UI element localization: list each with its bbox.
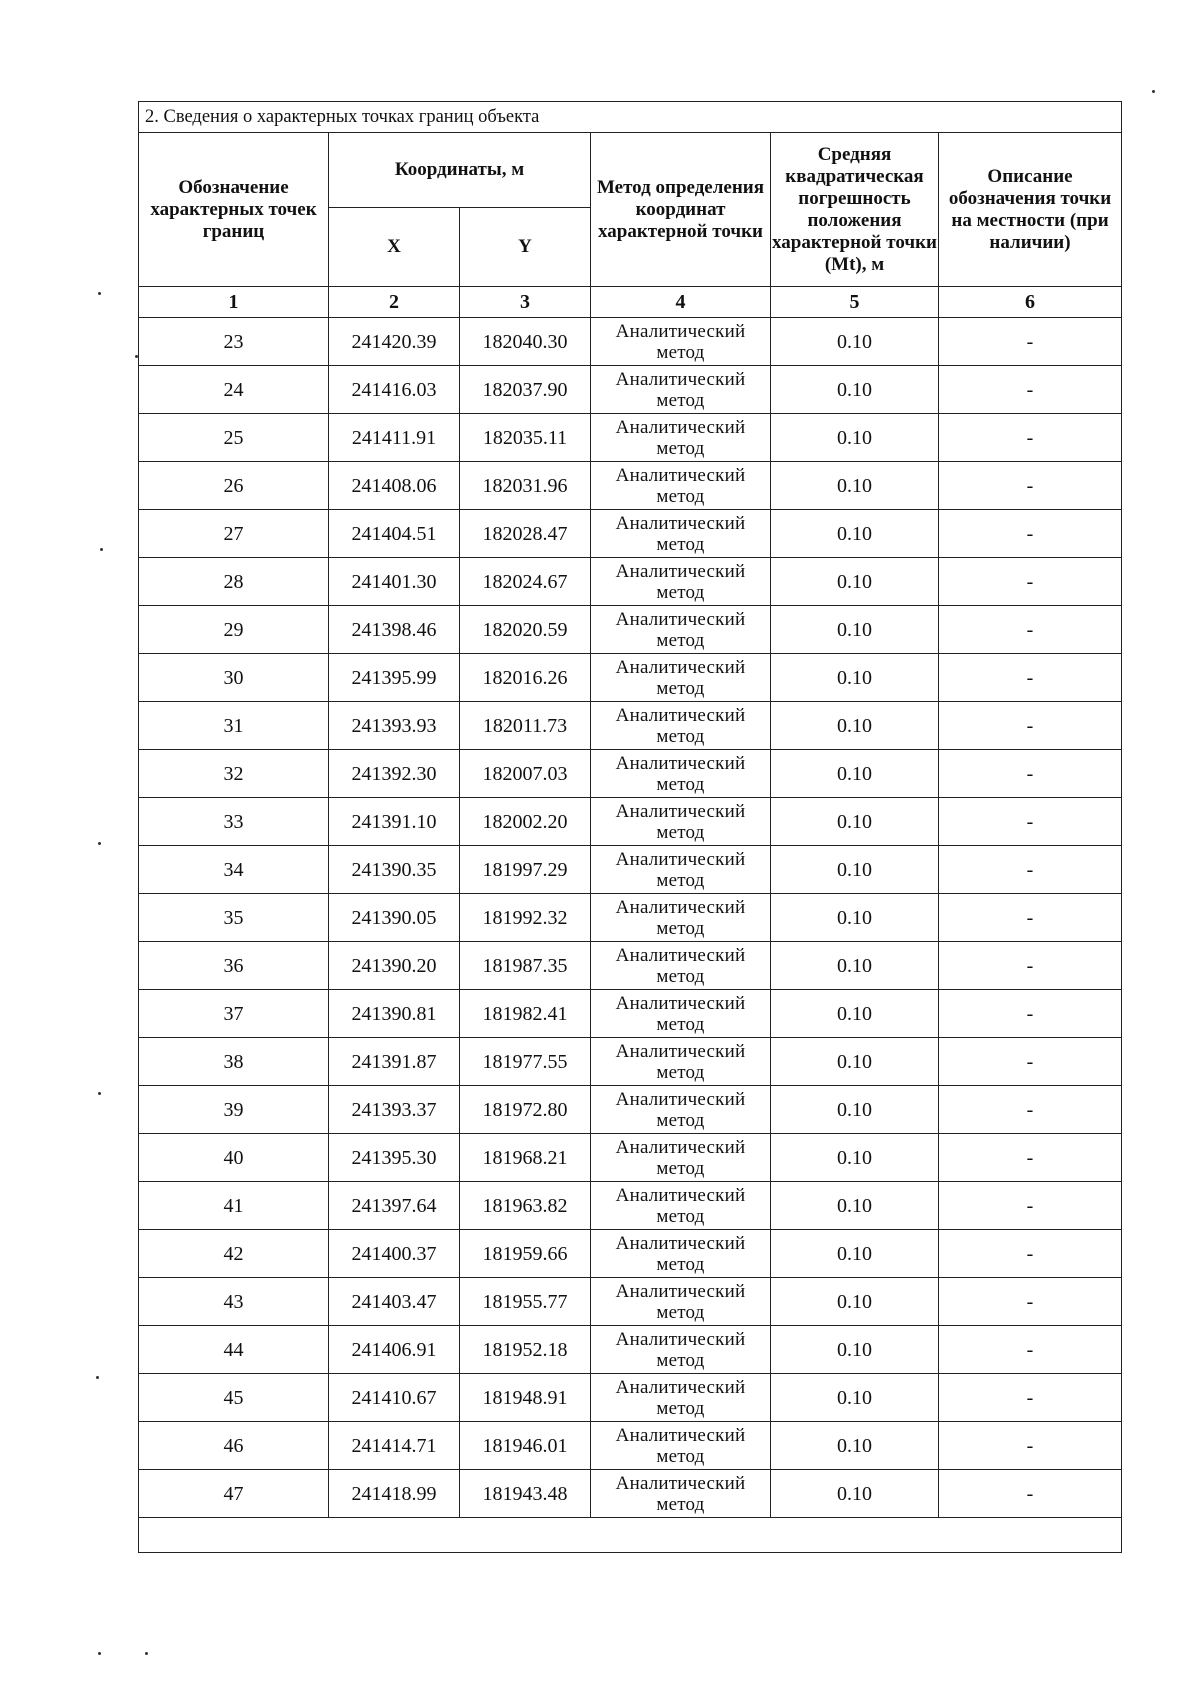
method-cell: Аналитический метод [591,990,771,1038]
method-cell: Аналитический метод [591,702,771,750]
y-coordinate-cell: 182037.90 [460,366,591,414]
x-coordinate-cell: 241391.10 [329,798,460,846]
table-row [139,654,1122,702]
method-cell: Аналитический метод [591,654,771,702]
method-cell: Аналитический метод [591,414,771,462]
x-coordinate-cell: 241410.67 [329,1374,460,1422]
description-cell: - [939,558,1122,606]
mean-error-cell: 0.10 [771,1038,939,1086]
description-cell: - [939,1422,1122,1470]
table-row [139,510,1122,558]
table-row [139,990,1122,1038]
method-cell: Аналитический метод [591,1038,771,1086]
point-number-cell: 39 [139,1086,329,1134]
description-cell: - [939,1374,1122,1422]
x-coordinate-cell: 241390.20 [329,942,460,990]
method-cell: Аналитический метод [591,750,771,798]
table-row [139,1326,1122,1374]
y-coordinate-cell: 181943.48 [460,1470,591,1518]
point-number-cell: 46 [139,1422,329,1470]
point-number-cell: 24 [139,366,329,414]
header-method: Метод определения координат характерной точки [591,133,771,287]
column-number: 5 [771,287,939,318]
x-coordinate-cell: 241397.64 [329,1182,460,1230]
column-numbers-row [139,287,1122,318]
point-number-cell: 30 [139,654,329,702]
x-coordinate-cell: 241418.99 [329,1470,460,1518]
mean-error-cell: 0.10 [771,1086,939,1134]
point-number-cell: 26 [139,462,329,510]
table-body [139,102,1122,1553]
point-number-cell: 32 [139,750,329,798]
empty-row [139,1518,1122,1553]
point-number-cell: 29 [139,606,329,654]
y-coordinate-cell: 181987.35 [460,942,591,990]
scan-speck [96,1376,99,1379]
column-number: 2 [329,287,460,318]
x-coordinate-cell: 241403.47 [329,1278,460,1326]
header-x: X [329,208,460,287]
mean-error-cell: 0.10 [771,1182,939,1230]
table-row [139,702,1122,750]
y-coordinate-cell: 182040.30 [460,318,591,366]
description-cell: - [939,1038,1122,1086]
method-cell: Аналитический метод [591,462,771,510]
column-number: 6 [939,287,1122,318]
table-row [139,1182,1122,1230]
description-cell: - [939,1470,1122,1518]
table-row [139,318,1122,366]
scan-speck [98,1652,101,1655]
scan-speck [98,1092,101,1095]
point-number-cell: 40 [139,1134,329,1182]
y-coordinate-cell: 181982.41 [460,990,591,1038]
table-row [139,1374,1122,1422]
x-coordinate-cell: 241390.35 [329,846,460,894]
table-row [139,846,1122,894]
x-coordinate-cell: 241414.71 [329,1422,460,1470]
description-cell: - [939,894,1122,942]
method-cell: Аналитический метод [591,1278,771,1326]
method-cell: Аналитический метод [591,558,771,606]
method-cell: Аналитический метод [591,1086,771,1134]
mean-error-cell: 0.10 [771,990,939,1038]
scan-speck [145,1652,148,1655]
table-row [139,462,1122,510]
method-cell: Аналитический метод [591,1470,771,1518]
table-row [139,558,1122,606]
x-coordinate-cell: 241391.87 [329,1038,460,1086]
point-number-cell: 28 [139,558,329,606]
table-row [139,1230,1122,1278]
description-cell: - [939,1182,1122,1230]
description-cell: - [939,1278,1122,1326]
mean-error-cell: 0.10 [771,894,939,942]
point-number-cell: 45 [139,1374,329,1422]
description-cell: - [939,606,1122,654]
mean-error-cell: 0.10 [771,1278,939,1326]
mean-error-cell: 0.10 [771,414,939,462]
point-number-cell: 35 [139,894,329,942]
mean-error-cell: 0.10 [771,654,939,702]
point-number-cell: 31 [139,702,329,750]
point-number-cell: 23 [139,318,329,366]
method-cell: Аналитический метод [591,1374,771,1422]
header-coordinates: Координаты, м [329,133,591,208]
mean-error-cell: 0.10 [771,1470,939,1518]
mean-error-cell: 0.10 [771,1326,939,1374]
method-cell: Аналитический метод [591,510,771,558]
scan-speck [98,292,101,295]
y-coordinate-cell: 182007.03 [460,750,591,798]
column-number: 3 [460,287,591,318]
point-number-cell: 44 [139,1326,329,1374]
method-cell: Аналитический метод [591,318,771,366]
header-row-top [139,133,1122,208]
x-coordinate-cell: 241392.30 [329,750,460,798]
point-number-cell: 41 [139,1182,329,1230]
point-number-cell: 27 [139,510,329,558]
mean-error-cell: 0.10 [771,558,939,606]
point-number-cell: 33 [139,798,329,846]
table-row [139,1422,1122,1470]
table-row [139,942,1122,990]
table-row [139,1278,1122,1326]
y-coordinate-cell: 181952.18 [460,1326,591,1374]
y-coordinate-cell: 181955.77 [460,1278,591,1326]
table-row [139,606,1122,654]
table-row [139,414,1122,462]
x-coordinate-cell: 241400.37 [329,1230,460,1278]
mean-error-cell: 0.10 [771,462,939,510]
mean-error-cell: 0.10 [771,798,939,846]
point-number-cell: 43 [139,1278,329,1326]
x-coordinate-cell: 241390.81 [329,990,460,1038]
column-number: 4 [591,287,771,318]
description-cell: - [939,750,1122,798]
mean-error-cell: 0.10 [771,750,939,798]
boundary-points-table [138,101,1122,1553]
mean-error-cell: 0.10 [771,366,939,414]
table-row [139,366,1122,414]
scan-speck [98,842,101,845]
header-mean-error: Средняя квадратическая погрешность положения характерной точки (Mt), м [771,133,939,287]
mean-error-cell: 0.10 [771,1230,939,1278]
method-cell: Аналитический метод [591,798,771,846]
method-cell: Аналитический метод [591,942,771,990]
description-cell: - [939,1086,1122,1134]
description-cell: - [939,798,1122,846]
title-row [139,102,1122,133]
mean-error-cell: 0.10 [771,510,939,558]
x-coordinate-cell: 241393.93 [329,702,460,750]
y-coordinate-cell: 182024.67 [460,558,591,606]
y-coordinate-cell: 181963.82 [460,1182,591,1230]
table-title: 2. Сведения о характерных точках границ объекта [139,102,1122,133]
y-coordinate-cell: 181959.66 [460,1230,591,1278]
point-number-cell: 42 [139,1230,329,1278]
column-number: 1 [139,287,329,318]
method-cell: Аналитический метод [591,846,771,894]
mean-error-cell: 0.10 [771,318,939,366]
method-cell: Аналитический метод [591,1326,771,1374]
y-coordinate-cell: 181977.55 [460,1038,591,1086]
y-coordinate-cell: 181972.80 [460,1086,591,1134]
y-coordinate-cell: 182028.47 [460,510,591,558]
x-coordinate-cell: 241420.39 [329,318,460,366]
table-row [139,1038,1122,1086]
x-coordinate-cell: 241390.05 [329,894,460,942]
mean-error-cell: 0.10 [771,1374,939,1422]
point-number-cell: 47 [139,1470,329,1518]
x-coordinate-cell: 241395.30 [329,1134,460,1182]
y-coordinate-cell: 182020.59 [460,606,591,654]
x-coordinate-cell: 241398.46 [329,606,460,654]
y-coordinate-cell: 182011.73 [460,702,591,750]
mean-error-cell: 0.10 [771,1134,939,1182]
mean-error-cell: 0.10 [771,846,939,894]
table-row [139,798,1122,846]
header-description: Описание обозначения точки на местности (при наличии) [939,133,1122,287]
scan-speck [1152,90,1155,93]
method-cell: Аналитический метод [591,606,771,654]
method-cell: Аналитический метод [591,366,771,414]
y-coordinate-cell: 181997.29 [460,846,591,894]
table-row [139,750,1122,798]
x-coordinate-cell: 241416.03 [329,366,460,414]
mean-error-cell: 0.10 [771,606,939,654]
description-cell: - [939,942,1122,990]
y-coordinate-cell: 181946.01 [460,1422,591,1470]
description-cell: - [939,1230,1122,1278]
description-cell: - [939,366,1122,414]
x-coordinate-cell: 241401.30 [329,558,460,606]
y-coordinate-cell: 182016.26 [460,654,591,702]
header-y: Y [460,208,591,287]
scan-speck [100,548,103,551]
x-coordinate-cell: 241411.91 [329,414,460,462]
x-coordinate-cell: 241408.06 [329,462,460,510]
x-coordinate-cell: 241395.99 [329,654,460,702]
description-cell: - [939,510,1122,558]
scan-speck [135,355,138,358]
x-coordinate-cell: 241393.37 [329,1086,460,1134]
table-row [139,1086,1122,1134]
table-row [139,894,1122,942]
description-cell: - [939,702,1122,750]
point-number-cell: 37 [139,990,329,1038]
point-number-cell: 25 [139,414,329,462]
description-cell: - [939,414,1122,462]
y-coordinate-cell: 181968.21 [460,1134,591,1182]
method-cell: Аналитический метод [591,1182,771,1230]
description-cell: - [939,654,1122,702]
y-coordinate-cell: 182002.20 [460,798,591,846]
y-coordinate-cell: 182031.96 [460,462,591,510]
point-number-cell: 38 [139,1038,329,1086]
method-cell: Аналитический метод [591,1134,771,1182]
header-point-designation: Обозначение характерных точек границ [139,133,329,287]
description-cell: - [939,318,1122,366]
description-cell: - [939,1134,1122,1182]
description-cell: - [939,846,1122,894]
method-cell: Аналитический метод [591,894,771,942]
point-number-cell: 36 [139,942,329,990]
empty-cell [139,1518,1122,1553]
method-cell: Аналитический метод [591,1422,771,1470]
x-coordinate-cell: 241404.51 [329,510,460,558]
mean-error-cell: 0.10 [771,942,939,990]
mean-error-cell: 0.10 [771,702,939,750]
description-cell: - [939,990,1122,1038]
mean-error-cell: 0.10 [771,1422,939,1470]
y-coordinate-cell: 181992.32 [460,894,591,942]
y-coordinate-cell: 181948.91 [460,1374,591,1422]
x-coordinate-cell: 241406.91 [329,1326,460,1374]
y-coordinate-cell: 182035.11 [460,414,591,462]
description-cell: - [939,1326,1122,1374]
table-row [139,1470,1122,1518]
point-number-cell: 34 [139,846,329,894]
method-cell: Аналитический метод [591,1230,771,1278]
description-cell: - [939,462,1122,510]
table-row [139,1134,1122,1182]
